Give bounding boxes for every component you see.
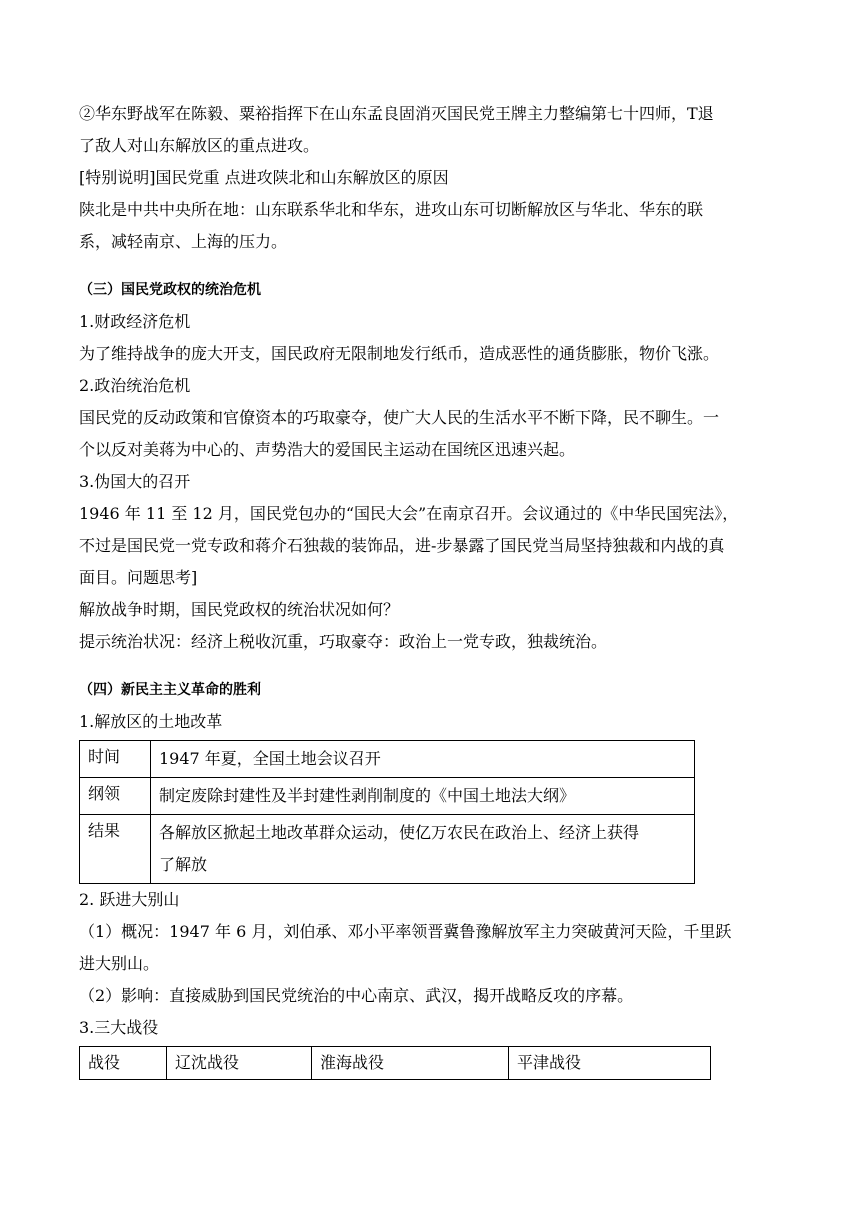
text-line: 为了维持战争的庞大开支，国民政府无限制地发行纸币，造成恶性的通货膨胀，物价飞涨。 <box>79 344 720 363</box>
section-heading: （四）新民主主义革命的胜利 <box>79 682 261 698</box>
subheading: 2.政治统治危机 <box>79 376 191 395</box>
text-line: 系，减轻南京、上海的压力。 <box>79 232 288 251</box>
table-cell-key: 结果 <box>80 815 151 884</box>
text-line: 陕北是中共中央所在地：山东联系华北和华东，进攻山东可切断解放区与华北、华东的联 <box>79 200 704 219</box>
table-row <box>80 815 695 884</box>
table-cell-value: 1947 年夏，全国土地会议召开 <box>151 741 695 778</box>
table-row <box>80 778 695 815</box>
table-cell-line: 各解放区掀起土地改革群众运动，使亿万农民在政治上、经济上获得 <box>159 823 640 842</box>
table-cell-value <box>151 815 695 884</box>
text-line: 面目。问题思考] <box>79 568 198 587</box>
text-line: ②华东野战军在陈毅、粟裕指挥下在山东孟良固消灭国民党王牌主力整编第七十四师，T退 <box>79 104 714 123</box>
text-line: 1946 年 11 至 12 月，国民党包办的“国民大会”在南京召开。会议通过的《中华民国宪法》， <box>79 504 739 523</box>
table-cell-value: 制定废除封建性及半封建性剥削制度的《中国土地法大纲》 <box>151 778 695 815</box>
text-line: 国民党的反动政策和官僚资本的巧取豪夺，使广大人民的生活水平不断下降，民不聊生。一 <box>79 408 720 427</box>
table-header-cell: 平津战役 <box>509 1047 711 1080</box>
text-line: [特别说明]国民党重 点进攻陕北和山东解放区的原因 <box>79 168 449 187</box>
table-cell-line: 了解放 <box>159 855 208 874</box>
text-line: 提示统治状况：经济上税收沉重，巧取豪夺：政治上一党专政，独裁统治。 <box>79 632 608 651</box>
subheading: 2. 跃进大别山 <box>79 890 180 909</box>
table-header-cell: 辽沈战役 <box>167 1047 312 1080</box>
document-page <box>79 98 779 1080</box>
text-line: （1）概况：1947 年 6 月，刘伯承、邓小平率领晋冀鲁豫解放军主力突破黄河天险，千里跃 <box>79 922 732 941</box>
table-header-cell: 战役 <box>80 1047 167 1080</box>
text-line: 个以反对美蒋为中心的、声势浩大的爱国民主运动在国统区迅速兴起。 <box>79 440 576 459</box>
text-line: 解放战争时期，国民党政权的统治状况如何？ <box>79 600 400 619</box>
table-row <box>80 1047 711 1080</box>
subheading: 3.伪国大的召开 <box>79 472 191 491</box>
land-reform-table <box>79 740 695 884</box>
subheading: 1.财政经济危机 <box>79 312 191 331</box>
subheading: 1.解放区的土地改革 <box>79 712 223 731</box>
table-header-cell: 淮海战役 <box>312 1047 509 1080</box>
text-line: 不过是国民党一党专政和蒋介石独裁的装饰品，进-步暴露了国民党当局坚持独裁和内战的真 <box>79 536 725 555</box>
three-campaigns-table <box>79 1046 711 1080</box>
text-line: （2）影响：直接威胁到国民党统治的中心南京、武汉，揭开战略反攻的序幕。 <box>79 986 634 1005</box>
table-row <box>80 741 695 778</box>
table-cell-key: 纲领 <box>80 778 151 815</box>
text-line: 了敌人对山东解放区的重点进攻。 <box>79 136 320 155</box>
subheading: 3.三大战役 <box>79 1018 159 1037</box>
table-cell-key: 时间 <box>80 741 151 778</box>
section-heading: （三）国民党政权的统治危机 <box>79 282 261 298</box>
text-line: 进大别山。 <box>79 954 160 973</box>
